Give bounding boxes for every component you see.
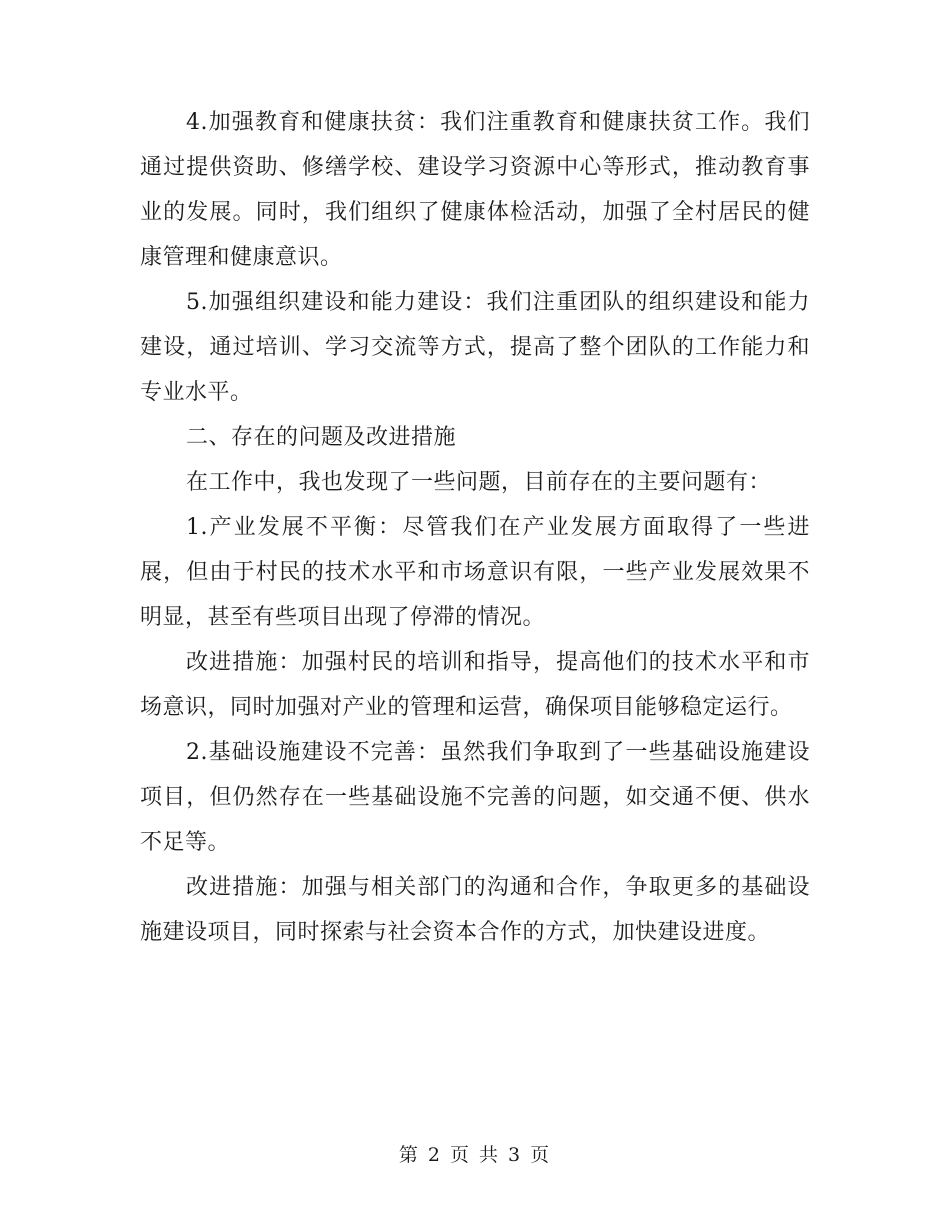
paragraph-measure-industry: 改进措施：加强村民的培训和指导，提高他们的技术水平和市场意识，同时加强对产业的管理和运营，确保项目能够稳定运行。 (140, 650, 810, 720)
page-number-footer: 第 2 页 共 3 页 (398, 1144, 552, 1166)
paragraph-organization-capacity: 5.加强组织建设和能力建设：我们注重团队的组织建设和能力建设，通过培训、学习交流等方式，提高了整个团队的工作能力和专业水平。 (140, 290, 810, 405)
paragraph-measure-infrastructure: 改进措施：加强与相关部门的沟通和合作，争取更多的基础设施建设项目，同时探索与社会资本合作的方式，加快建设进度。 (140, 875, 810, 945)
paragraph-education-health: 4.加强教育和健康扶贫：我们注重教育和健康扶贫工作。我们通过提供资助、修缮学校、建设学习资源中心等形式，推动教育事业的发展。同时，我们组织了健康体检活动，加强了全村居民的健康管理和健康意识。 (140, 110, 810, 270)
document-body (140, 100, 810, 955)
section-heading-problems: 二、存在的问题及改进措施 (186, 425, 457, 450)
paragraph-problem-infrastructure: 2.基础设施建设不完善：虽然我们争取到了一些基础设施建设项目，但仍然存在一些基础设施不完善的问题，如交通不便、供水不足等。 (140, 740, 810, 855)
paragraph-problems-intro: 在工作中，我也发现了一些问题，目前存在的主要问题有： (186, 470, 772, 495)
paragraph-problem-industry: 1.产业发展不平衡：尽管我们在产业发展方面取得了一些进展，但由于村民的技术水平和市场意识有限，一些产业发展效果不明显，甚至有些项目出现了停滞的情况。 (140, 515, 810, 630)
